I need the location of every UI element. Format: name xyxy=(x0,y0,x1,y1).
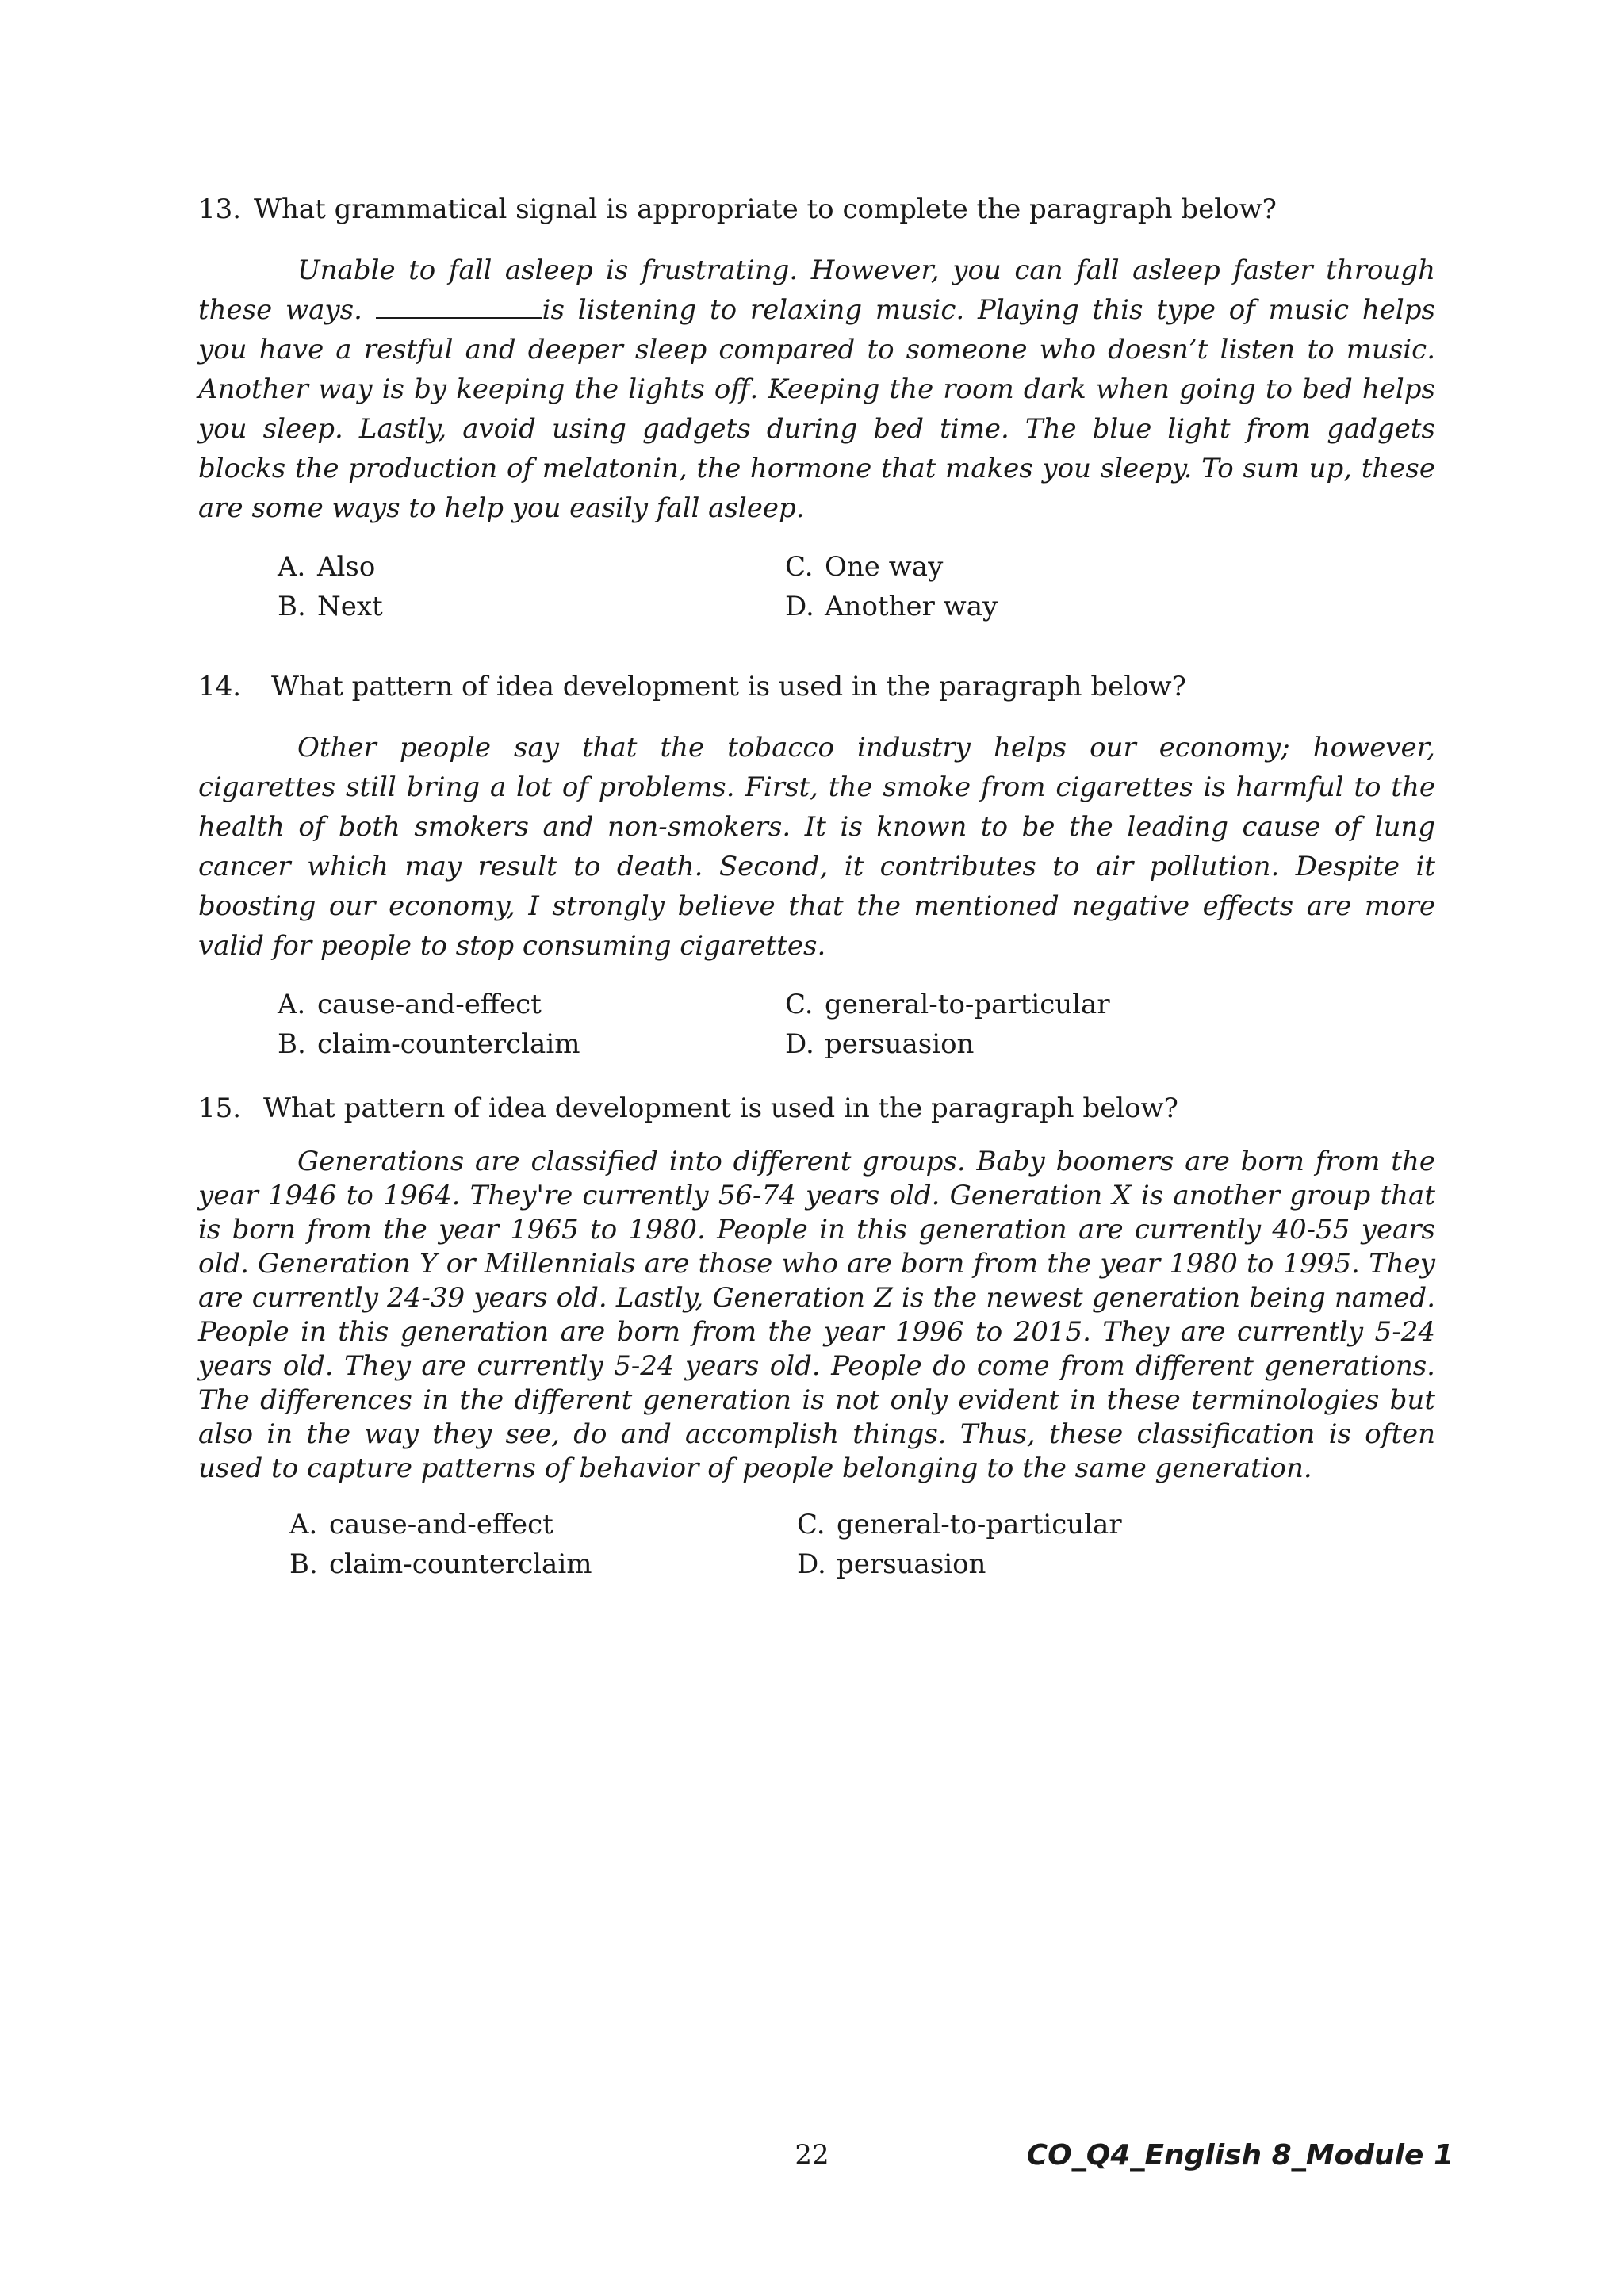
choice-c[interactable]: C. general-to-particular xyxy=(797,1509,1122,1540)
choice-a[interactable]: A. cause-and-effect xyxy=(278,989,542,1020)
worksheet-page xyxy=(198,190,1435,1584)
question-prompt xyxy=(198,668,1435,706)
passage-after-blank: is listening to relaxing music. Playing this type of music helps you have a restful and deeper sleep compared to someone who doesn’t listen to music. Another way is by keeping the lights off. Keeping the room dark when going to bed helps you sleep. Lastly, avoid using gadgets during bed time. The blue light from gadgets blocks the production of melatonin, the hormone that makes you sleepy. To sum up, these are some ways to help you easily fall asleep. xyxy=(198,294,1435,524)
answer-choices xyxy=(278,547,1435,626)
question-13 xyxy=(198,190,1435,626)
passage: Other people say that the tobacco industry helps our economy; however, cigarettes still bring a lot of problems. First, the smoke from cigarettes is harmful to the health of both smokers and non-smokers. It is known to be the leading cause of lung cancer which may result to death. Second, it contributes to air pollution. Despite it boosting our economy, I strongly believe that the mentioned negative effects are more valid for people to stop consuming cigarettes. xyxy=(198,732,1435,962)
passage: Generations are classified into different groups. Baby boomers are born from the year 1946 to 1964. They're currently 56-74 years old. Generation X is another group that is born from the year 1965 to 1980. People in this generation are currently 40-55 years old. Generation Y or Millennials are those who are born from the year 1980 to 1995. They are currently 24-39 years old. Lastly, Generation Z is the newest generation being named. People in this generation are born from the year 1996 to 2015. They are currently 5-24 years old. They are currently 5-24 years old. People do come from different generations. The differences in the different generation is not only evident in these terminologies but also in the way they see, do and accomplish things. Thus, these classification is often used to capture patterns of behavior of people belonging to the same generation. xyxy=(198,1146,1435,1484)
answer-choices xyxy=(278,985,1435,1064)
question-text: What grammatical signal is appropriate to complete the paragraph below? xyxy=(254,193,1277,225)
choice-c[interactable]: C. general-to-particular xyxy=(785,989,1110,1020)
question-15 xyxy=(198,1089,1435,1584)
question-14 xyxy=(198,668,1435,1064)
question-prompt xyxy=(198,190,1435,228)
question-number: 14. xyxy=(198,671,242,702)
answer-blank xyxy=(376,293,542,319)
choice-a[interactable]: A. Also xyxy=(278,551,376,583)
passage-before-blank: Unable to fall asleep is frustrating. However, you can fall asleep faster through these ways. xyxy=(198,254,1435,326)
question-prompt xyxy=(198,1089,1435,1127)
choice-b[interactable]: B. claim-counterclaim xyxy=(278,1028,580,1060)
question-number: 13. xyxy=(198,193,242,225)
choice-c[interactable]: C. One way xyxy=(785,551,944,583)
answer-choices xyxy=(289,1505,1435,1584)
choice-d[interactable]: D. persuasion xyxy=(785,1028,975,1060)
choice-a[interactable]: A. cause-and-effect xyxy=(289,1509,553,1540)
choice-d[interactable]: D. Another way xyxy=(785,591,998,622)
choice-b[interactable]: B. claim-counterclaim xyxy=(289,1548,592,1580)
module-code: CO_Q4_English 8_Module 1 xyxy=(1026,2139,1454,2172)
question-text: What pattern of idea development is used in the paragraph below? xyxy=(271,671,1186,702)
page-number: 22 xyxy=(795,2139,829,2171)
choice-d[interactable]: D. persuasion xyxy=(797,1548,986,1580)
choice-b[interactable]: B. Next xyxy=(278,591,383,622)
question-number: 15. xyxy=(198,1093,242,1124)
question-text: What pattern of idea development is used in the paragraph below? xyxy=(263,1093,1178,1124)
passage xyxy=(198,251,1435,528)
